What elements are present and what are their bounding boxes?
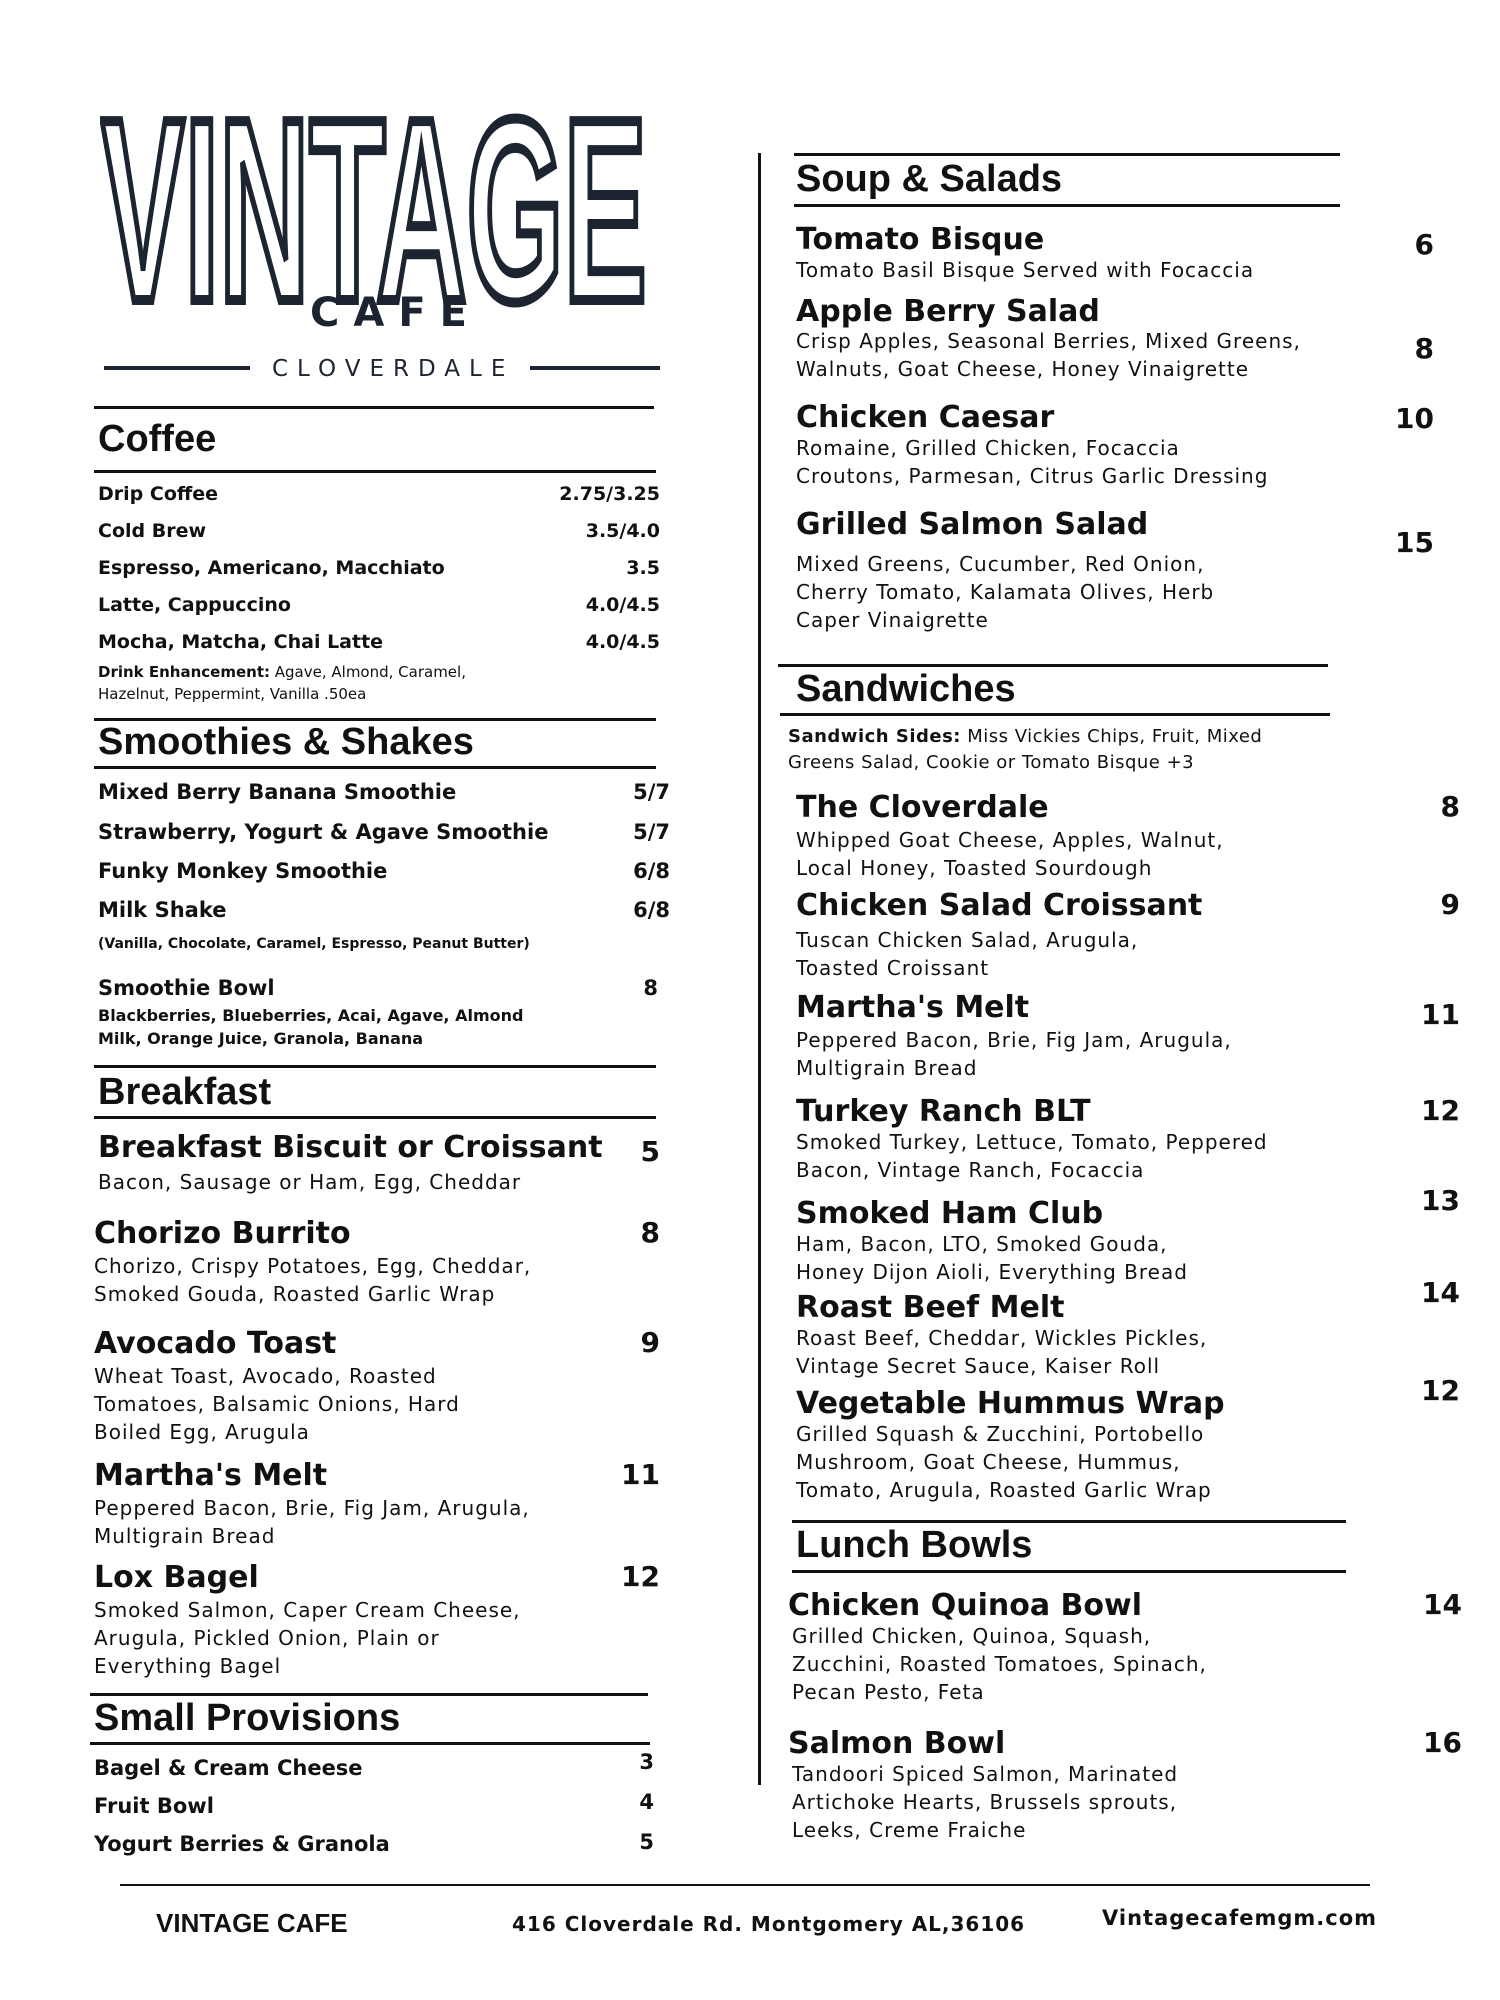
menu-item-description: Tomatoes, Balsamic Onions, Hard (94, 1392, 460, 1416)
logo-text: VINTAGE (101, 92, 647, 310)
sandwich-sides-note (788, 724, 1262, 750)
menu-item-price: 5/7 (633, 780, 670, 804)
drink-enhancement-note (98, 661, 466, 683)
footer-divider (120, 1884, 1370, 1886)
footer-website-link[interactable]: Vintagecafemgm.com (1102, 1906, 1378, 1930)
menu-item-description: Smoked Salmon, Caper Cream Cheese, (94, 1598, 521, 1622)
menu-item-price: 4 (639, 1790, 654, 1814)
menu-item-description: Pecan Pesto, Feta (792, 1680, 985, 1704)
divider (794, 153, 1340, 156)
menu-item-name: Turkey Ranch BLT (796, 1094, 1091, 1129)
note-text: Miss Vickies Chips, Fruit, Mixed (961, 726, 1263, 747)
menu-item-description: Peppered Bacon, Brie, Fig Jam, Arugula, (94, 1496, 530, 1520)
menu-item-description: Artichoke Hearts, Brussels sprouts, (792, 1790, 1178, 1814)
menu-item-description: Tomato, Arugula, Roasted Garlic Wrap (796, 1478, 1212, 1502)
note-label: Sandwich Sides: (788, 726, 961, 747)
menu-item-name: Bagel & Cream Cheese (94, 1756, 363, 1780)
menu-item-name: Martha's Melt (94, 1458, 328, 1493)
logo-location: CLOVERDALE (272, 356, 515, 382)
menu-item-description: Mixed Greens, Cucumber, Red Onion, (796, 552, 1205, 576)
menu-item-description: Bacon, Sausage or Ham, Egg, Cheddar (98, 1170, 522, 1194)
menu-item-description: Ham, Bacon, LTO, Smoked Gouda, (796, 1232, 1168, 1256)
divider (794, 204, 1340, 207)
column-divider (758, 153, 761, 1785)
menu-item-price: 10 (1395, 402, 1434, 435)
breakfast-heading: Breakfast (98, 1071, 272, 1113)
menu-item-name: Latte, Cappuccino (98, 594, 291, 616)
menu-item-name: Smoked Ham Club (796, 1196, 1104, 1231)
menu-item-price: 8 (643, 976, 658, 1000)
menu-item-description: Smoked Turkey, Lettuce, Tomato, Peppered (796, 1130, 1268, 1154)
menu-item-name: Chorizo Burrito (94, 1216, 351, 1251)
menu-item-price: 8 (1440, 790, 1460, 823)
menu-item-name: Grilled Salmon Salad (796, 507, 1149, 542)
menu-item-name: Strawberry, Yogurt & Agave Smoothie (98, 820, 549, 844)
menu-item-description: Caper Vinaigrette (796, 608, 989, 632)
menu-item-price: 12 (1421, 1374, 1460, 1407)
divider (94, 406, 654, 409)
menu-item-name: Smoothie Bowl (98, 976, 275, 1000)
divider (792, 1570, 1346, 1573)
menu-item-name: Funky Monkey Smoothie (98, 859, 388, 883)
menu-item-price: 3 (639, 1750, 654, 1774)
menu-item-name: Tomato Bisque (796, 222, 1045, 257)
menu-item-description: Local Honey, Toasted Sourdough (796, 856, 1153, 880)
menu-item-price: 2.75/3.25 (559, 483, 660, 505)
menu-item-price: 5 (640, 1135, 660, 1168)
menu-item-description: Peppered Bacon, Brie, Fig Jam, Arugula, (796, 1028, 1232, 1052)
menu-item-name: Yogurt Berries & Granola (94, 1832, 390, 1856)
menu-item-price: 11 (621, 1458, 660, 1491)
divider (90, 1742, 650, 1745)
menu-item-description: Smoked Gouda, Roasted Garlic Wrap (94, 1282, 496, 1306)
menu-item-price: 9 (640, 1326, 660, 1359)
provisions-heading: Small Provisions (94, 1697, 401, 1739)
menu-item-price: 12 (621, 1560, 660, 1593)
menu-item-name: Mixed Berry Banana Smoothie (98, 780, 457, 804)
menu-item-description: Everything Bagel (94, 1654, 282, 1678)
menu-item-name: Vegetable Hummus Wrap (796, 1386, 1225, 1421)
logo-divider-left (104, 366, 250, 370)
menu-item-description: Tomato Basil Bisque Served with Focaccia (796, 258, 1255, 282)
menu-item-name: Apple Berry Salad (796, 294, 1100, 329)
menu-item-price: 15 (1395, 526, 1434, 559)
smoothies-heading: Smoothies & Shakes (98, 721, 474, 763)
drink-enhancement-note-2: Hazelnut, Peppermint, Vanilla .50ea (98, 685, 367, 703)
milk-shake-flavors: (Vanilla, Chocolate, Caramel, Espresso, Peanut Butter) (98, 936, 530, 952)
menu-item-name: Cold Brew (98, 520, 207, 542)
logo-divider-right (530, 366, 660, 370)
menu-item-description: Chorizo, Crispy Potatoes, Egg, Cheddar, (94, 1254, 532, 1278)
coffee-heading: Coffee (98, 418, 217, 460)
menu-item-description: Whipped Goat Cheese, Apples, Walnut, (796, 828, 1224, 852)
menu-item-name: Chicken Caesar (796, 400, 1055, 435)
menu-item-name: Fruit Bowl (94, 1794, 214, 1818)
menu-item-description: Roast Beef, Cheddar, Wickles Pickles, (796, 1326, 1208, 1350)
divider (780, 713, 1330, 716)
menu-item-price: 14 (1423, 1588, 1462, 1621)
menu-item-name: Avocado Toast (94, 1326, 337, 1361)
menu-item-description: Romaine, Grilled Chicken, Focaccia (796, 436, 1180, 460)
menu-item-price: 8 (1414, 332, 1434, 365)
divider (792, 1520, 1346, 1523)
bowls-heading: Lunch Bowls (796, 1524, 1033, 1566)
menu-item-price: 9 (1440, 888, 1460, 921)
menu-item-price: 3.5/4.0 (585, 520, 660, 542)
menu-item-price: 16 (1423, 1726, 1462, 1759)
menu-item-description: Boiled Egg, Arugula (94, 1420, 310, 1444)
sandwich-sides-note-2: Greens Salad, Cookie or Tomato Bisque +3 (788, 752, 1195, 773)
menu-item-description: Tuscan Chicken Salad, Arugula, (796, 928, 1139, 952)
menu-item-name: Espresso, Americano, Macchiato (98, 557, 445, 579)
divider (778, 664, 1328, 667)
menu-item-description: Mushroom, Goat Cheese, Hummus, (796, 1450, 1181, 1474)
menu-item-description: Grilled Squash & Zucchini, Portobello (796, 1422, 1205, 1446)
menu-item-name: Lox Bagel (94, 1560, 259, 1595)
menu-item-price: 13 (1421, 1184, 1460, 1217)
divider (94, 766, 656, 769)
divider (94, 470, 656, 473)
menu-item-description: Zucchini, Roasted Tomatoes, Spinach, (792, 1652, 1207, 1676)
menu-item-name: Chicken Quinoa Bowl (788, 1588, 1143, 1623)
footer-address: 416 Cloverdale Rd. Montgomery AL,36106 (512, 1912, 1026, 1936)
menu-item-description: Bacon, Vintage Ranch, Focaccia (796, 1158, 1145, 1182)
menu-item-description: Croutons, Parmesan, Citrus Garlic Dressing (796, 464, 1269, 488)
menu-item-description: Walnuts, Goat Cheese, Honey Vinaigrette (796, 357, 1250, 381)
menu-item-description: Honey Dijon Aioli, Everything Bread (796, 1260, 1188, 1284)
menu-item-description: Leeks, Creme Fraiche (792, 1818, 1027, 1842)
menu-item-description: Cherry Tomato, Kalamata Olives, Herb (796, 580, 1215, 604)
note-label: Drink Enhancement: (98, 663, 270, 681)
menu-item-price: 6/8 (633, 859, 670, 883)
menu-item-name: Chicken Salad Croissant (796, 888, 1203, 923)
menu-item-price: 5/7 (633, 820, 670, 844)
menu-item-price: 4.0/4.5 (585, 631, 660, 653)
menu-item-price: 6/8 (633, 898, 670, 922)
menu-item-description: Tandoori Spiced Salmon, Marinated (792, 1762, 1179, 1786)
menu-item-name: Drip Coffee (98, 483, 219, 505)
menu-item-name: Milk Shake (98, 898, 227, 922)
menu-item-description: Crisp Apples, Seasonal Berries, Mixed Greens, (796, 329, 1301, 353)
sandwiches-heading: Sandwiches (796, 668, 1016, 710)
menu-item-name: Roast Beef Melt (796, 1290, 1065, 1325)
divider (94, 1065, 656, 1068)
soups-heading: Soup & Salads (796, 158, 1063, 200)
menu-item-description: Multigrain Bread (94, 1524, 276, 1548)
menu-item-description: Grilled Chicken, Quinoa, Squash, (792, 1624, 1152, 1648)
menu-item-price: 5 (639, 1830, 654, 1854)
divider (90, 1693, 648, 1696)
menu-item-name: The Cloverdale (796, 790, 1049, 825)
footer-cafe-name: VINTAGE CAFE (156, 1908, 348, 1938)
menu-item-description: Multigrain Bread (796, 1056, 978, 1080)
vintage-logo-wordmark (100, 92, 660, 310)
menu-item-price: 11 (1421, 998, 1460, 1031)
divider (94, 1116, 656, 1119)
menu-item-name: Mocha, Matcha, Chai Latte (98, 631, 384, 653)
logo-cafe: CAFE (310, 290, 481, 336)
menu-item-price: 3.5 (626, 557, 660, 579)
menu-item-description: Arugula, Pickled Onion, Plain or (94, 1626, 440, 1650)
menu-item-name: Breakfast Biscuit or Croissant (98, 1130, 603, 1165)
menu-item-description: Blackberries, Blueberries, Acai, Agave, Almond (98, 1006, 524, 1025)
menu-item-description: Milk, Orange Juice, Granola, Banana (98, 1029, 424, 1048)
menu-item-price: 8 (640, 1216, 660, 1249)
menu-item-description: Toasted Croissant (796, 956, 990, 980)
menu-item-name: Salmon Bowl (788, 1726, 1006, 1761)
note-text: Agave, Almond, Caramel, (270, 663, 466, 681)
menu-item-price: 6 (1414, 228, 1434, 261)
menu-item-name: Martha's Melt (796, 990, 1030, 1025)
menu-item-price: 12 (1421, 1094, 1460, 1127)
menu-item-price: 14 (1421, 1276, 1460, 1309)
menu-item-price: 4.0/4.5 (585, 594, 660, 616)
menu-item-description: Vintage Secret Sauce, Kaiser Roll (796, 1354, 1161, 1378)
menu-item-description: Wheat Toast, Avocado, Roasted (94, 1364, 437, 1388)
